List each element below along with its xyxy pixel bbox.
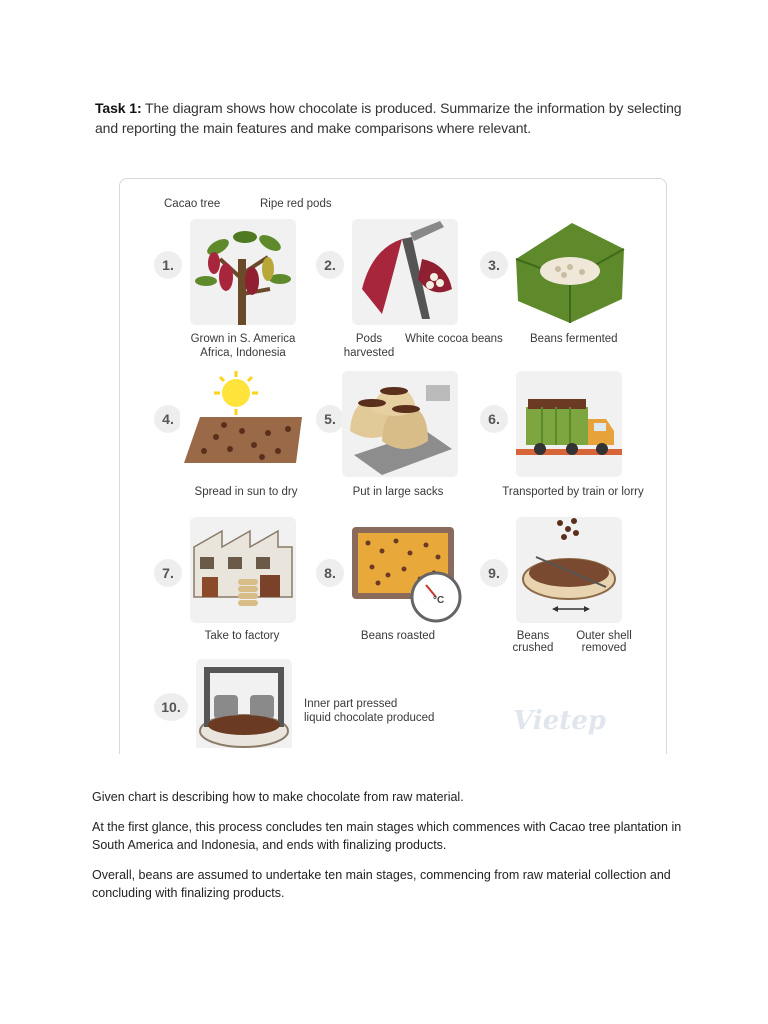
- step-1-label-line2: Africa, Indonesia: [200, 347, 286, 359]
- step-10-press-image: [196, 659, 292, 754]
- step-8-number: 8.: [316, 559, 344, 587]
- step-7-label: Take to factory: [204, 630, 280, 642]
- step-10-label-line1: Inner part pressed: [304, 698, 398, 710]
- step-5-label: Put in large sacks: [352, 486, 444, 498]
- cacao-tree-icon: [190, 219, 296, 325]
- task-prefix: Task 1:: [95, 100, 142, 116]
- step-2-beans-label: White cocoa beans: [405, 333, 503, 345]
- label-cacao-tree: Cacao tree: [164, 198, 221, 210]
- factory-icon: [190, 517, 296, 623]
- step-5-sacks-image: [342, 371, 458, 477]
- step-4-dry-image: [180, 371, 306, 477]
- truck-icon: [516, 371, 622, 477]
- step-4-label: Spread in sun to dry: [194, 486, 298, 498]
- task-text: The diagram shows how chocolate is produced. Summarize the information by selecting and reporting the main features and make comparisons where relevant.: [95, 100, 682, 136]
- essay-paragraph-3: Overall, beans are assumed to undertake ten main stages, commencing from raw material collection and concluding with finalizing products.: [92, 868, 671, 900]
- step-8-label: Beans roasted: [360, 630, 436, 642]
- step-6-number: 6.: [480, 405, 508, 433]
- roasting-oven-icon: [348, 523, 462, 629]
- step-3-ferment-image: [512, 219, 628, 325]
- step-1-label-line1: Grown in S. America: [190, 333, 296, 345]
- machete-pod-icon: [352, 219, 458, 325]
- step-2-pods-line1: Pods: [355, 333, 383, 345]
- task-prompt: [95, 98, 695, 138]
- step-1-cacao-tree-image: [190, 219, 296, 325]
- card-bottom-edge: [120, 748, 666, 754]
- step-6-label: Transported by train or lorry: [502, 486, 644, 498]
- step-9-shell-line1: Outer shell: [576, 630, 632, 642]
- step-9-crush-image: [516, 517, 622, 623]
- step-3-label: Beans fermented: [530, 333, 618, 345]
- process-diagram: [119, 178, 667, 754]
- step-4-number: 4.: [154, 405, 182, 433]
- press-icon: [196, 659, 292, 754]
- step-2-harvest-image: [352, 219, 458, 325]
- essay-paragraph-2: At the first glance, this process concludes ten main stages which commences with Cacao tree plantation in South America and Indonesia, and ends with finalizing products.: [92, 820, 682, 852]
- step-2-pods-line2: harvested: [343, 347, 395, 359]
- step-7-factory-image: [190, 517, 296, 623]
- banana-leaf-icon: [512, 219, 628, 325]
- step-5-number: 5.: [316, 405, 344, 433]
- step-10-label-line2: liquid chocolate produced: [304, 712, 435, 724]
- step-2-number: 2.: [316, 251, 344, 279]
- step-8-roast-image: [348, 523, 462, 629]
- label-ripe-pods: Ripe red pods: [260, 198, 332, 210]
- step-9-number: 9.: [480, 559, 508, 587]
- step-6-truck-image: [516, 371, 622, 477]
- sun-drying-icon: [180, 371, 306, 477]
- step-7-number: 7.: [154, 559, 182, 587]
- step-1-number: 1.: [154, 251, 182, 279]
- crusher-icon: [516, 517, 622, 623]
- step-9-crushed-line1: Beans: [516, 630, 550, 642]
- watermark-logo: Vietep: [513, 706, 606, 736]
- step-9-crushed-line2: crushed: [512, 642, 554, 654]
- gauge-unit: °C: [433, 595, 445, 606]
- sacks-icon: [342, 371, 458, 477]
- step-10-number: 10.: [154, 693, 188, 721]
- essay-paragraph-1: Given chart is describing how to make chocolate from raw material.: [92, 790, 464, 804]
- step-9-shell-line2: removed: [581, 642, 627, 654]
- step-3-number: 3.: [480, 251, 508, 279]
